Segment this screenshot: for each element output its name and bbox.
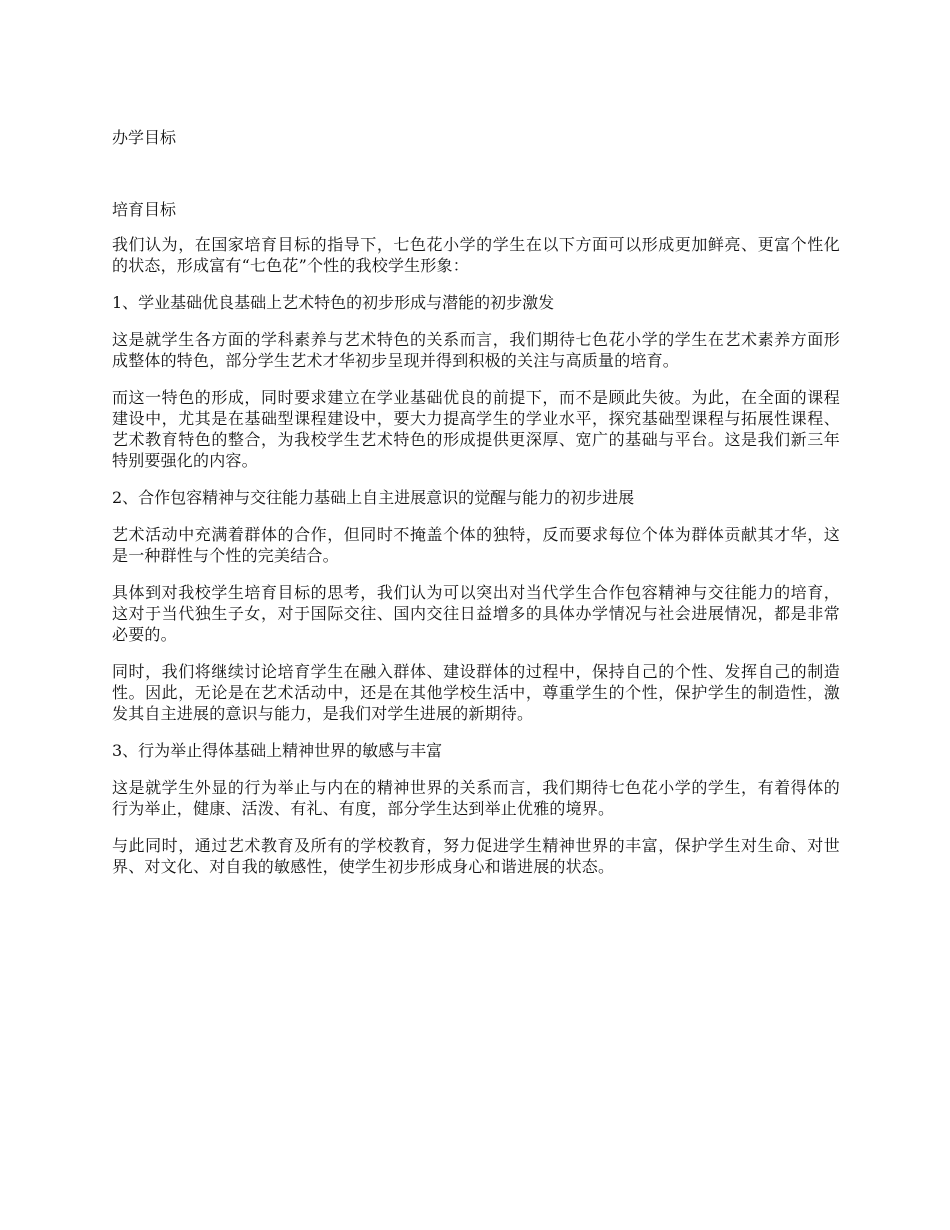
goal-1-paragraph-1: 这是就学生各方面的学科素养与艺术特色的关系而言，我们期待七色花小学的学生在艺术素养方面形成整体的特色，部分学生艺术才华初步呈现并得到积极的关注与高质量的培育。 [112, 330, 840, 370]
goal-1-paragraph-2: 而这一特色的形成，同时要求建立在学业基础优良的前提下，而不是顾此失彼。为此，在全面的课程建设中，尤其是在基础型课程建设中，要大力提高学生的学业水平，探究基础型课程与拓展性课程、艺术教育特色的整合，为我校学生艺术特色的形成提供更深厚、宽广的基础与平台。这是我们新三年特别要强化的内容。 [112, 388, 840, 470]
goal-3-paragraph-1: 这是就学生外显的行为举止与内在的精神世界的关系而言，我们期待七色花小学的学生，有着得体的行为举止，健康、活泼、有礼、有度，部分学生达到举止优雅的境界。 [112, 778, 840, 818]
document-title: 办学目标 [112, 128, 177, 147]
intro-paragraph: 我们认为，在国家培育目标的指导下，七色花小学的学生在以下方面可以形成更加鲜亮、更富个性化的状态，形成富有“七色花”个性的我校学生形象： [112, 235, 840, 275]
goal-2-paragraph-1: 艺术活动中充满着群体的合作，但同时不掩盖个体的独特，反而要求每位个体为群体贡献其才华，这是一种群性与个性的完美结合。 [112, 525, 840, 565]
goal-2-paragraph-3: 同时，我们将继续讨论培育学生在融入群体、建设群体的过程中，保持自己的个性、发挥自己的制造性。因此，无论是在艺术活动中，还是在其他学校生活中，尊重学生的个性，保护学生的制造性，激发其自主进展的意识与能力，是我们对学生进展的新期待。 [112, 662, 840, 723]
goal-2-paragraph-2: 具体到对我校学生培育目标的思考，我们认为可以突出对当代学生合作包容精神与交往能力的培育，这对于当代独生子女，对于国际交往、国内交往日益增多的具体办学情况与社会进展情况，都是非常必要的。 [112, 583, 840, 644]
goal-heading-3: 3、行为举止得体基础上精神世界的敏感与丰富 [112, 741, 443, 760]
document-body [112, 234, 840, 893]
goal-heading-1: 1、学业基础优良基础上艺术特色的初步形成与潜能的初步激发 [112, 293, 555, 312]
goal-3-paragraph-2: 与此同时，通过艺术教育及所有的学校教育，努力促进学生精神世界的丰富，保护学生对生命、对世界、对文化、对自我的敏感性，使学生初步形成身心和谐进展的状态。 [112, 836, 840, 876]
section-title: 培育目标 [112, 200, 177, 219]
goal-heading-2: 2、合作包容精神与交往能力基础上自主进展意识的觉醒与能力的初步进展 [112, 488, 635, 507]
